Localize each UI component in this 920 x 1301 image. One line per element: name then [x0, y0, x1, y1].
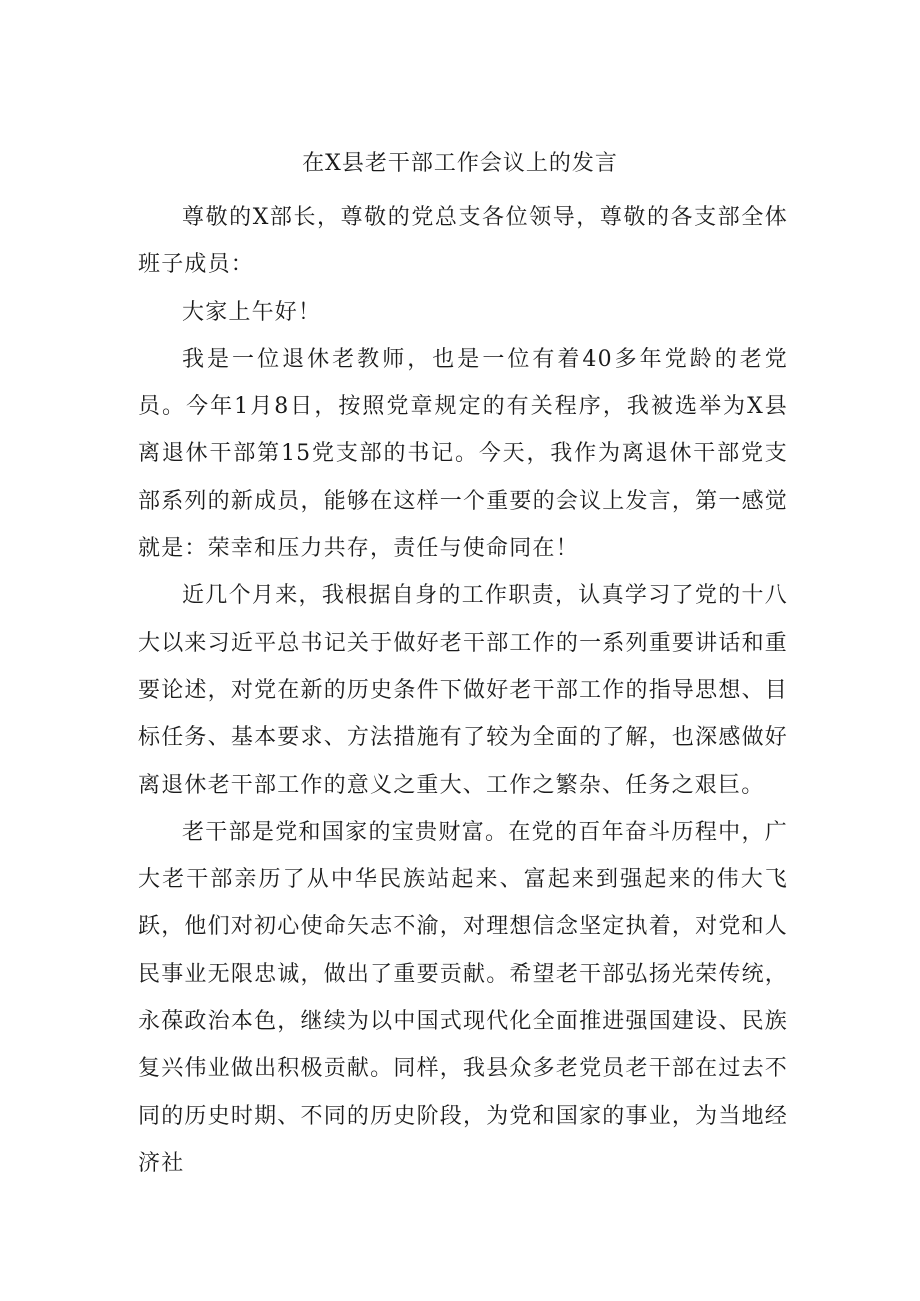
paragraph-veteran-cadres: 老干部是党和国家的宝贵财富。在党的百年奋斗历程中，广大老干部亲历了从中华民族站起来、富起来到强起来的伟大飞跃，他们对初心使命矢志不渝，对理想信念坚定执着，对党和人民事业无限忠诚，做出了重要贡献。希望老干部弘扬光荣传统，永葆政治本色，继续为以中国式现代化全面推进强国建设、民族复兴伟业做出积极贡献。同样，我县众多老党员老干部在过去不同的历史时期、不同的历史阶段，为党和国家的事业，为当地经济社	[138, 819, 788, 1176]
paragraph-study: 近几个月来，我根据自身的工作职责，认真学习了党的十八大以来习近平总书记关于做好老干部工作的一系列重要讲话和重要论述，对党在新的历史条件下做好老干部工作的指导思想、目标任务、基本要求、方法措施有了较为全面的了解，也深感做好离退休老干部工作的意义之重大、工作之繁杂、任务之艰巨。	[138, 583, 788, 798]
paragraph-introduction: 我是一位退休老教师，也是一位有着40多年党龄的老党员。今年1月8日，按照党章规定的有关程序，我被选举为X县离退休干部第15党支部的书记。今天，我作为离退休干部党支部系列的新成员，能够在这样一个重要的会议上发言，第一感觉就是：荣幸和压力共存，责任与使命同在！	[138, 346, 788, 562]
paragraph-salutation: 尊敬的X部长，尊敬的党总支各位领导，尊敬的各支部全体班子成员：	[138, 205, 788, 278]
document-title: 在X县老干部工作会议上的发言	[302, 151, 618, 176]
paragraph-greeting: 大家上午好！	[182, 299, 322, 325]
document-body	[138, 194, 788, 1187]
